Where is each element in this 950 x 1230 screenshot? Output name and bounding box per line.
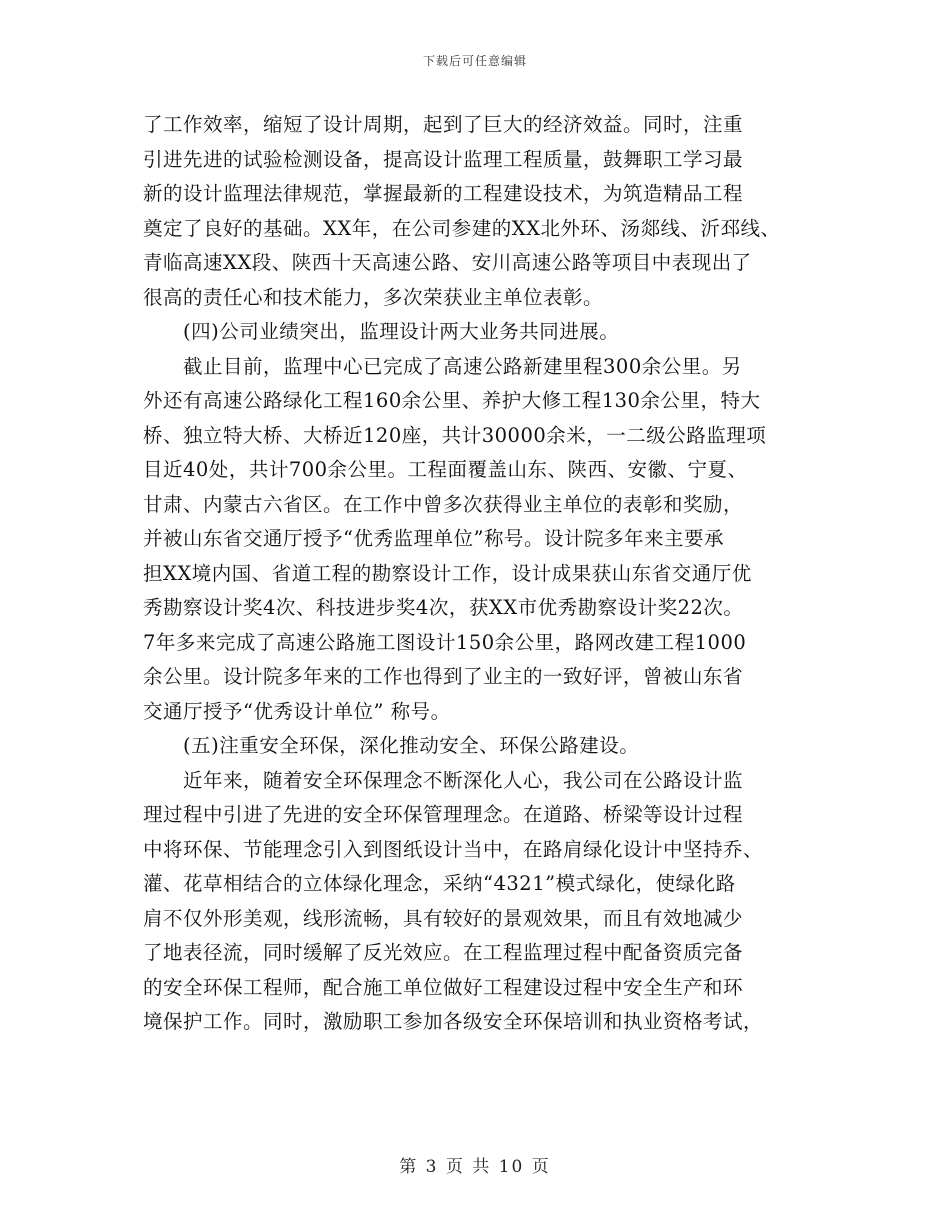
text-line: 肩不仅外形美观，线形流畅，具有较好的景观效果，而且有效地减少 [143, 906, 744, 930]
text-line: (四)公司业绩突出，监理设计两大业务共同进展。 [183, 320, 620, 343]
text-line: 境保护工作。同时，激励职工参加各级安全环保培训和执业资格考试， [143, 1010, 764, 1033]
text-line: 余公里。设计院多年来的工作也得到了业主的一致好评，曾被山东省 [143, 665, 744, 688]
text-line: 新的设计监理法律规范，掌握最新的工程建设技术，为筑造精品工程 [143, 182, 744, 205]
text-line: 了地表径流，同时缓解了反光效应。在工程监理过程中配备资质完备 [143, 941, 744, 964]
text-line: 甘肃、内蒙古六省区。在工作中曾多次获得业主单位的表彰和奖励， [143, 492, 744, 516]
text-line: 外还有高速公路绿化工程160余公里、养护大修工程130余公里，特大 [143, 389, 761, 412]
text-line: 奠定了良好的基础。XX年，在公司参建的XX北外环、汤郯线、沂邳线、 [143, 216, 781, 240]
text-line: 并被山东省交通厅授予“优秀监理单位”称号。设计院多年来主要承 [143, 527, 724, 550]
text-line: 灌、花草相结合的立体绿化理念，采纳“4321”模式绿化，使绿化路 [143, 872, 736, 895]
text-line: 秀勘察设计奖4次、科技进步奖4次，获XX市优秀勘察设计奖22次。 [143, 596, 744, 619]
text-line: 的安全环保工程师，配合施工单位做好工程建设过程中安全生产和环 [143, 975, 744, 999]
text-line: (五)注重安全环保，深化推动安全、环保公路建设。 [183, 734, 640, 757]
document-body [143, 108, 823, 1040]
text-line: 桥、独立特大桥、大桥近120座，共计30000余米，一二级公路监理项 [143, 423, 767, 447]
text-line: 截止目前，监理中心已完成了高速公路新建里程300余公里。另 [183, 354, 742, 378]
text-line: 7年多来完成了高速公路施工图设计150余公里，路网改建工程1000 [143, 630, 747, 654]
page-number-footer: 第 3 页 共 10 页 [399, 1157, 551, 1177]
text-line: 交通厅授予“优秀设计单位” 称号。 [143, 699, 451, 723]
text-line: 很高的责任心和技术能力，多次荣获业主单位表彰。 [143, 285, 604, 309]
text-line: 近年来，随着安全环保理念不断深化人心，我公司在公路设计监 [183, 768, 744, 792]
text-line: 理过程中引进了先进的安全环保管理理念。在道路、桥梁等设计过程 [143, 803, 744, 826]
text-line: 中将环保、节能理念引入到图纸设计当中，在路肩绿化设计中坚持乔、 [143, 837, 764, 861]
text-line: 目近40处，共计700余公里。工程面覆盖山东、陕西、安徽、宁夏、 [143, 458, 748, 481]
text-line: 了工作效率，缩短了设计周期，起到了巨大的经济效益。同时，注重 [143, 113, 744, 136]
text-line: 青临高速XX段、陕西十天高速公路、安川高速公路等项目中表现出了 [143, 251, 752, 274]
text-line: 担XX境内国、省道工程的勘察设计工作，设计成果获山东省交通厅优 [143, 561, 752, 585]
text-line: 引进先进的试验检测设备，提高设计监理工程质量，鼓舞职工学习最 [143, 147, 744, 171]
page-header: 下载后可任意编辑 [422, 54, 527, 68]
